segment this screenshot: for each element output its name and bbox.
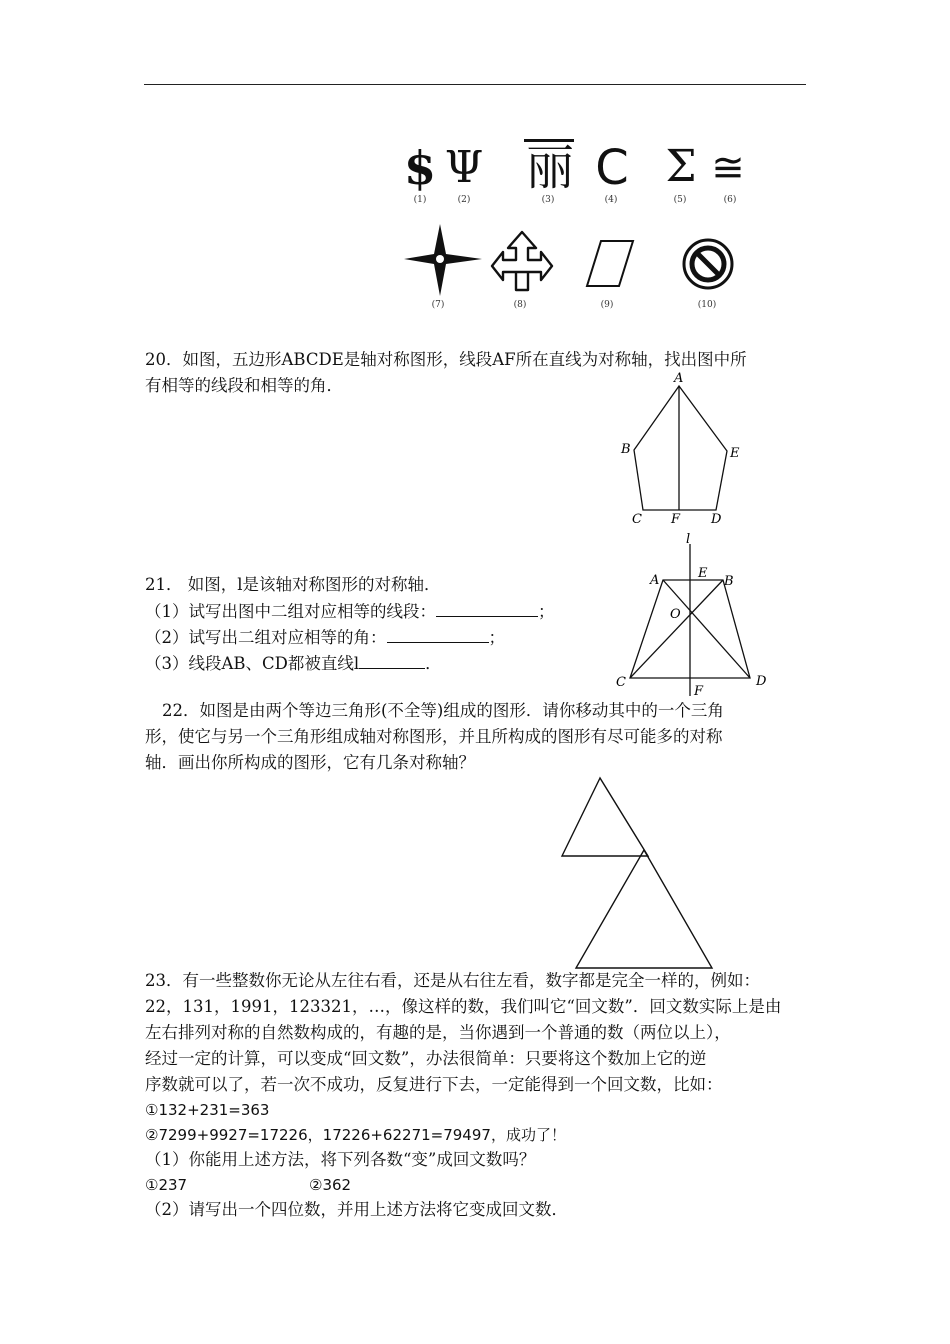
congruent-symbol-figure: ≅ (711, 145, 745, 191)
figure-caption-5: (5) (673, 195, 687, 205)
figure-caption-8: (8) (513, 300, 527, 310)
trapezoid-label-b: B (724, 574, 734, 589)
trapezoid-label-o: O (670, 607, 681, 622)
q21-part2-text: （2）试写出二组对应相等的角： (145, 628, 387, 647)
q21-title: 21． 如图，l是该轴对称图形的对称轴． (145, 575, 441, 594)
trapezoid-label-f: F (694, 684, 704, 699)
q23-example2: ②7299+9927=17226，17226+62271=79497，成功了！ (145, 1126, 566, 1144)
q20-line2: 有相等的线段和相等的角． (145, 376, 343, 395)
c-letter-figure: C (595, 140, 629, 196)
pentagon-label-f: F (671, 512, 681, 527)
q23-part1: （1）你能用上述方法，将下列各数“变”成回文数吗？ (145, 1150, 536, 1169)
figure-caption-7: (7) (431, 300, 445, 310)
figure-caption-2: (2) (457, 195, 471, 205)
q23-line5: 序数就可以了，若一次不成功，反复进行下去，一定能得到一个回文数，比如： (145, 1075, 723, 1094)
sigma-symbol-figure: Σ (665, 141, 697, 192)
prohibition-sign-figure (680, 236, 736, 292)
dollar-symbol-figure: $ (403, 141, 436, 195)
q21-part2-end: ； (488, 628, 505, 647)
q20-line1: 20．如图，五边形ABCDE是轴对称图形，线段AF所在直线为对称轴，找出图中所 (145, 350, 747, 369)
q22-line1: 22．如图是由两个等边三角形(不全等)组成的图形．请你移动其中的一个三角 (162, 701, 724, 720)
figure-caption-9: (9) (600, 300, 614, 310)
figure-caption-4: (4) (604, 195, 618, 205)
pentagon-figure (612, 368, 752, 528)
four-point-star-figure (402, 222, 484, 298)
figure-caption-3: (3) (541, 195, 555, 205)
trapezoid-label-d: D (756, 674, 767, 689)
q23-example1: ①132+231=363 (145, 1101, 270, 1119)
q21-part3-text: （3）线段AB、CD都被直线l (145, 654, 360, 673)
q23-line1: 23．有一些整数你无论从左往右看，还是从右往左看，数字都是完全一样的，例如： (145, 971, 760, 990)
figure-caption-6: (6) (723, 195, 737, 205)
pentagon-label-d: D (711, 512, 722, 527)
q21-part3 (145, 650, 442, 677)
figure-caption-1: (1) (413, 195, 427, 205)
q23-part2: （2）请写出一个四位数，并用上述方法将它变成回文数． (145, 1200, 568, 1219)
header-rule (144, 84, 806, 85)
q23-number1: ①237 (145, 1176, 188, 1194)
q23-line4: 经过一定的计算，可以变成“回文数”，办法很简单：只要将这个数加上它的逆 (145, 1049, 707, 1068)
q21-part3-blank[interactable] (359, 650, 425, 669)
figure-caption-10: (10) (697, 300, 717, 310)
q21-part1-text: （1）试写出图中二组对应相等的线段： (145, 602, 436, 621)
trapezoid-label-e: E (698, 566, 708, 581)
q22-line2: 形，使它与另一个三角形组成轴对称图形，并且所构成的图形有尽可能多的对称 (145, 727, 723, 746)
q23-number2: ②362 (309, 1176, 352, 1194)
q21-part2-blank[interactable] (387, 624, 489, 643)
double-arrow-figure (489, 228, 555, 294)
psi-symbol-figure: Ψ (444, 142, 484, 193)
q21-part1-blank[interactable] (436, 598, 538, 617)
li-character-figure: 丽 (525, 140, 574, 196)
trapezoid-label-c: C (616, 675, 626, 690)
pentagon-label-b: B (621, 442, 631, 457)
q21-part1 (145, 598, 555, 625)
q21-part3-end: ． (425, 654, 442, 673)
q21-part2 (145, 624, 505, 651)
q22-line3: 轴．画出你所构成的图形，它有几条对称轴？ (145, 753, 475, 772)
pentagon-label-a: A (674, 371, 684, 386)
pentagon-label-e: E (730, 446, 740, 461)
trapezoid-label-a: A (650, 573, 660, 588)
q21-part1-end: ； (538, 602, 555, 621)
q23-line3: 左右排列对称的自然数构成的，有趣的是，当你遇到一个普通的数（两位以上）， (145, 1023, 731, 1042)
trapezoid-label-l: l (686, 532, 691, 547)
two-triangles-figure (556, 772, 726, 972)
parallelogram-figure (585, 238, 637, 290)
trapezoid-figure (610, 530, 780, 700)
q23-line2: 22，131，1991，123321，…，像这样的数，我们叫它“回文数”．回文数实际上是由 (145, 997, 782, 1016)
pentagon-label-c: C (632, 512, 642, 527)
